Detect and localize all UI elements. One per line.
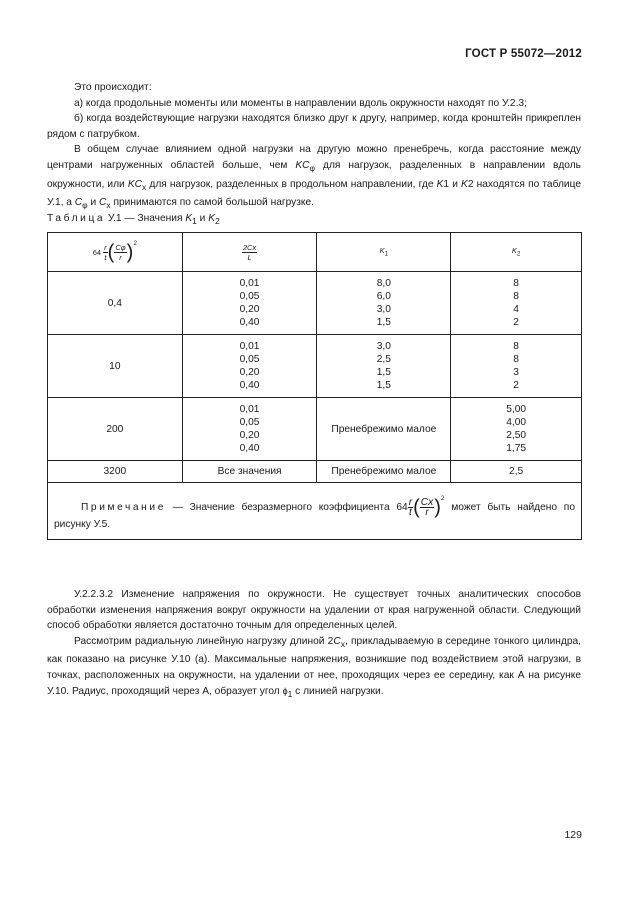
intro-item-b: б) когда воздействующие нагрузки находятся близко друг к другу, например, когда кронштейн прикреплен рядом с патрубком. (47, 113, 581, 140)
body-paragraph-2: Рассмотрим радиальную линейную нагрузку длиной $2C_x$, прикладываемую в середине тонкого цилиндра, как показано на рисунке У.10 (а). Максимальные напряжения, возникшие под воздействием этой нагрузки, в точках, расположенных на окружности, на удалении от нее, проходящих через ее середину, как А на рисунке У.10. Радиус, проходящий через А, образует угол $\phi_1$ с линией нагрузки. (47, 635, 582, 699)
table-row: 10 0,01 0,05 0,20 0,40 3,0 2,5 1,5 1,5 8 8 3 2 (48, 335, 582, 398)
body-text (47, 587, 581, 702)
table-caption: Таблица У.1 — Значения $K_1$ и $K_2$ (47, 213, 220, 227)
intro-text (47, 80, 581, 214)
values-table (47, 232, 582, 540)
intro-paragraph: В общем случае влиянием одной нагрузки на другую можно пренебречь, когда расстояние между центрами нагруженных областей больше, чем $KC_\varphi$ для нагрузок, разделенных в направлении вдоль окружности, или $KC_x$ для нагрузок, разделенных в продольном направлении, где K1 и K2 находятся по таблице У.1, а $C_\varphi$ и $C_x$ принимаются по самой большой нагрузке. (47, 144, 581, 211)
header-col1: 64 $\frac{r}{t}$ ( $\frac{C\varphi}{r}$ )$^2$ (48, 233, 183, 272)
table-row: 200 0,01 0,05 0,20 0,40 Пренебрежимо малое 5,00 4,00 2,50 1,75 (48, 398, 582, 461)
header-col4: $K_2$ (451, 233, 582, 272)
header-col2: $\frac{2Cx}{L}$ (182, 233, 317, 272)
table-row: 0,4 0,01 0,05 0,20 0,40 8,0 6,0 3,0 1,5 8 8 4 2 (48, 272, 582, 335)
table-note: Примечание — Значение безразмерного коэффициента 64 $\frac{r}{t}$ ( $\frac{Cx}{r}$ )$^2$ может быть найдено по рисунку У.5. (48, 483, 582, 540)
standard-code: ГОСТ Р 55072—2012 (465, 48, 582, 60)
table-header-row (48, 233, 582, 272)
page-number: 129 (564, 829, 582, 841)
table-row: 3200 Все значения Пренебрежимо малое 2,5 (48, 461, 582, 483)
header-col3: $K_1$ (317, 233, 451, 272)
body-paragraph-1: У.2.2.3.2 Изменение напряжения по окружности. Не существует точных аналитических способов обработки изменения напряжения вокруг окружности на удалении от края нагруженной области. Следующий способ обработки является достаточно точным для определенных целей. (47, 589, 581, 632)
intro-line: Это происходит: (74, 82, 152, 93)
intro-item-a: а) когда продольные моменты или моменты в направлении вдоль окружности находят по У.2.3; (74, 97, 527, 109)
table-note-row (48, 483, 582, 540)
